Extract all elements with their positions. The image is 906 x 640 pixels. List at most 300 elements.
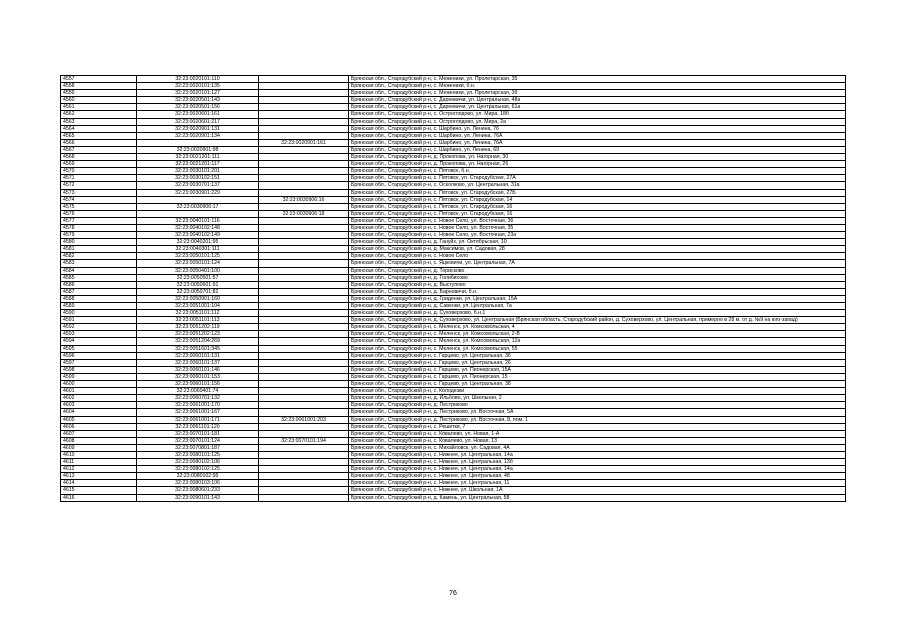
address-cell: Брянская обл., Стародубский р-н, д. Прокопова, ул. Нагорная, 30	[349, 154, 846, 161]
table-row	[61, 437, 846, 444]
table-row	[61, 381, 846, 388]
previous-cadastral-number-cell	[259, 161, 349, 168]
row-number-cell: 4611	[61, 459, 137, 466]
cadastral-number-cell: 32:23:0060101:146	[137, 366, 259, 373]
row-number-cell: 4587	[61, 288, 137, 295]
row-number-cell: 4578	[61, 224, 137, 231]
previous-cadastral-number-cell	[259, 274, 349, 281]
table-row	[61, 182, 846, 189]
table-row	[61, 154, 846, 161]
address-cell: Брянская обл., Стародубский р-н, с. Гарцево, ул. Центральная, 36	[349, 352, 846, 359]
row-number-cell: 4603	[61, 402, 137, 409]
row-number-cell: 4590	[61, 310, 137, 317]
previous-cadastral-number-cell	[259, 310, 349, 317]
row-number-cell: 4561	[61, 104, 137, 111]
previous-cadastral-number-cell	[259, 217, 349, 224]
previous-cadastral-number-cell	[259, 111, 349, 118]
address-cell: Брянская обл., Стародубский р-н, д. Ильбово, ул. Школьная, 2	[349, 395, 846, 402]
row-number-cell: 4570	[61, 168, 137, 175]
cadastral-number-cell: 32:23:0051001:104	[137, 303, 259, 310]
table-row	[61, 444, 846, 451]
previous-cadastral-number-cell	[259, 451, 349, 458]
table-row	[61, 239, 846, 246]
previous-cadastral-number-cell	[259, 324, 349, 331]
row-number-cell: 4566	[61, 139, 137, 146]
row-number-cell: 4568	[61, 154, 137, 161]
cadastral-number-cell: 32:23:0070801:187	[137, 444, 259, 451]
previous-cadastral-number-cell: 32:23:0061001:203	[259, 416, 349, 423]
previous-cadastral-number-cell	[259, 146, 349, 153]
previous-cadastral-number-cell	[259, 359, 349, 366]
row-number-cell: 4580	[61, 239, 137, 246]
address-cell: Брянская обл., Стародубский р-н, с. Пятовск, ул. Стародубская, 14	[349, 196, 846, 203]
row-number-cell: 4557	[61, 76, 137, 83]
previous-cadastral-number-cell	[259, 253, 349, 260]
cadastral-number-cell: 32:23:0020901:134	[137, 132, 259, 139]
row-number-cell: 4589	[61, 303, 137, 310]
address-cell: Брянская обл., Стародубский р-н, д. Савенки, ул. Центральная, 7а	[349, 303, 846, 310]
cadastral-number-cell: 32:23:0050401:100	[137, 267, 259, 274]
cadastral-number-cell: 32:23:0070101:181	[137, 430, 259, 437]
previous-cadastral-number-cell: 32:23:0030906:18	[259, 210, 349, 217]
table-row	[61, 373, 846, 380]
address-cell: Брянская обл., Стародубский р-н, с. Остроглядово, ул. Мира, 2а	[349, 118, 846, 125]
address-cell: Брянская обл., Стародубский р-н, д. Выступово	[349, 281, 846, 288]
row-number-cell: 4569	[61, 161, 137, 168]
previous-cadastral-number-cell	[259, 154, 349, 161]
cadastral-number-cell: 32:23:0060101:131	[137, 352, 259, 359]
table-row	[61, 352, 846, 359]
table-row	[61, 416, 846, 423]
previous-cadastral-number-cell	[259, 459, 349, 466]
cadastral-number-cell: 32:23:0021201:111	[137, 154, 259, 161]
address-cell: Брянская обл., Стародубский р-н, с. Михайловск, ул. Садовая, 4А	[349, 444, 846, 451]
table-row	[61, 104, 846, 111]
row-number-cell: 4571	[61, 175, 137, 182]
row-number-cell: 4607	[61, 430, 137, 437]
cadastral-number-cell: 32:23:0030901:229	[137, 189, 259, 196]
cadastral-number-cell: 32:23:0051101:112	[137, 310, 259, 317]
row-number-cell: 4604	[61, 409, 137, 416]
previous-cadastral-number-cell	[259, 288, 349, 295]
table-row	[61, 487, 846, 494]
table-row	[61, 402, 846, 409]
previous-cadastral-number-cell	[259, 487, 349, 494]
row-number-cell: 4565	[61, 132, 137, 139]
row-number-cell: 4585	[61, 274, 137, 281]
address-cell: Брянская обл., Стародубский р-н, с. Шарбино, ул. Ленина, 76А	[349, 132, 846, 139]
previous-cadastral-number-cell	[259, 246, 349, 253]
address-cell: Брянская обл., Стародубский р-н, с. Нижнее, ул. Школьная, 1А	[349, 487, 846, 494]
address-cell: Брянская обл., Стародубский р-н, с. Шарбино, ул. Ленина, 76А	[349, 139, 846, 146]
previous-cadastral-number-cell	[259, 494, 349, 501]
row-number-cell: 4600	[61, 381, 137, 388]
row-number-cell: 4567	[61, 146, 137, 153]
previous-cadastral-number-cell	[259, 189, 349, 196]
previous-cadastral-number-cell	[259, 402, 349, 409]
address-cell: Брянская обл., Стародубский р-н, с. Новое Село, ул. Восточная, 36	[349, 217, 846, 224]
address-cell: Брянская обл., Стародубский р-н, д. Суховерхово, ул. Центральная (Брянская область, Стародубский район, д. Суховерхово, ул. Центральная, примерно в 28 м. от д. №9 на юго-запад)	[349, 317, 846, 324]
previous-cadastral-number-cell	[259, 90, 349, 97]
cadastral-number-cell: 32:23:0050101:124	[137, 260, 259, 267]
previous-cadastral-number-cell	[259, 295, 349, 302]
previous-cadastral-number-cell	[259, 232, 349, 239]
cadastral-number-cell: 32:23:0080103:106	[137, 480, 259, 487]
previous-cadastral-number-cell	[259, 260, 349, 267]
cadastral-number-cell: 32:23:0030101:201	[137, 168, 259, 175]
previous-cadastral-number-cell	[259, 132, 349, 139]
cadastral-number-cell: 32:23:0040201:95	[137, 239, 259, 246]
address-cell: Брянская обл., Стародубский р-н, с. Новое Село	[349, 253, 846, 260]
previous-cadastral-number-cell	[259, 175, 349, 182]
cadastral-number-cell: 32:23:0030102:151	[137, 175, 259, 182]
table-row	[61, 168, 846, 175]
table-row	[61, 331, 846, 338]
cadastral-number-cell: 32:23:0020101:110	[137, 76, 259, 83]
previous-cadastral-number-cell	[259, 104, 349, 111]
previous-cadastral-number-cell	[259, 473, 349, 480]
row-number-cell: 4591	[61, 317, 137, 324]
previous-cadastral-number-cell: 32:23:0020901:161	[259, 139, 349, 146]
previous-cadastral-number-cell	[259, 76, 349, 83]
address-cell: Брянская обл., Стародубский р-н, с. Дареевичи, ул. Центральная, 61а	[349, 104, 846, 111]
table-row	[61, 345, 846, 352]
address-cell: Брянская обл., Стародубский р-н, с. Пятовск, б.н.	[349, 168, 846, 175]
row-number-cell: 4612	[61, 466, 137, 473]
table-row	[61, 260, 846, 267]
cadastral-number-cell: 32:23:0080102:106	[137, 459, 259, 466]
table-row	[61, 132, 846, 139]
cadastral-number-cell: 32:23:0030906:17	[137, 203, 259, 210]
address-cell: Брянская обл., Стародубский р-н, д. Пестриково, ул. Восточная, 8, пом. 1	[349, 416, 846, 423]
table-row	[61, 295, 846, 302]
address-cell: Брянская обл., Стародубский р-н, с. Меленск, ул. Комсомольская, 2-В	[349, 331, 846, 338]
table-row	[61, 430, 846, 437]
cadastral-number-cell: 32:23:0060101:137	[137, 359, 259, 366]
cadastral-number-cell: 32:23:0020901:98	[137, 146, 259, 153]
cadastral-number-cell: 32:23:0051101:113	[137, 317, 259, 324]
row-number-cell: 4608	[61, 437, 137, 444]
table-row	[61, 111, 846, 118]
cadastral-number-cell: 32:23:0070101:124	[137, 437, 259, 444]
table-row	[61, 480, 846, 487]
table-row	[61, 217, 846, 224]
cadastral-number-cell: 32:23:0040102:148	[137, 224, 259, 231]
table-row	[61, 97, 846, 104]
row-number-cell: 4594	[61, 338, 137, 345]
previous-cadastral-number-cell	[259, 480, 349, 487]
row-number-cell: 4563	[61, 118, 137, 125]
cadastral-number-cell: 32:23:0060401:74	[137, 388, 259, 395]
cadastral-number-cell: 32:23:0030701:137	[137, 182, 259, 189]
cadastral-number-cell: 32:23:0060101:153	[137, 373, 259, 380]
table-row	[61, 366, 846, 373]
cadastral-number-cell: 32:23:0061101:120	[137, 423, 259, 430]
table-row	[61, 338, 846, 345]
row-number-cell: 4605	[61, 416, 137, 423]
address-cell: Брянская обл., Стародубский р-н, с. Пятовск, ул. Стародубская, 27Б	[349, 189, 846, 196]
row-number-cell: 4575	[61, 203, 137, 210]
cadastral-number-cell: 32:23:0061001:171	[137, 416, 259, 423]
table-row	[61, 388, 846, 395]
address-cell: Брянская обл., Стародубский р-н, с. Меженики, ул. Пролетарская, 35	[349, 76, 846, 83]
address-cell: Брянская обл., Стародубский р-н, д. Максимов, ул. Садовая, 28	[349, 246, 846, 253]
address-cell: Брянская обл., Стародубский р-н, с. Остроглядово, ул. Мира, 18б	[349, 111, 846, 118]
table-row	[61, 423, 846, 430]
address-cell: Брянская обл., Стародубский р-н, с. Новое Село, ул. Восточная, 35	[349, 224, 846, 231]
row-number-cell: 4579	[61, 232, 137, 239]
address-cell: Брянская обл., Стародубский р-н, с. Нижнее, ул. Центральная, 48	[349, 473, 846, 480]
table-row	[61, 451, 846, 458]
table-row	[61, 83, 846, 90]
address-cell: Брянская обл., Стародубский р-н, с. Колодезки	[349, 388, 846, 395]
table-row	[61, 267, 846, 274]
address-cell: Брянская обл., Стародубский р-н, с. Осколково, ул. Центральная, 31а	[349, 182, 846, 189]
table-row	[61, 459, 846, 466]
table-row	[61, 395, 846, 402]
previous-cadastral-number-cell	[259, 239, 349, 246]
table-row	[61, 253, 846, 260]
table-row	[61, 409, 846, 416]
row-number-cell: 4584	[61, 267, 137, 274]
page-number: 76	[449, 590, 457, 597]
address-cell: Брянская обл., Стародубский р-н, с. Меленск, ул. Комсомольская, 55	[349, 345, 846, 352]
address-cell: Брянская обл., Стародубский р-н, с. Меленск, ул. Комсомольская, 12а	[349, 338, 846, 345]
address-cell: Брянская обл., Стародубский р-н, д. Голибисово	[349, 274, 846, 281]
address-cell: Брянская обл., Стародубский р-н, с. Гарцево, ул. Пионерская, 15	[349, 373, 846, 380]
previous-cadastral-number-cell	[259, 381, 349, 388]
cadastral-number-cell: 32:23:0040101:116	[137, 217, 259, 224]
cadastral-number-cell: 32:23:0060701:132	[137, 395, 259, 402]
cadastral-number-cell: 32:23:0080101:125	[137, 451, 259, 458]
row-number-cell: 4613	[61, 473, 137, 480]
row-number-cell: 4560	[61, 97, 137, 104]
previous-cadastral-number-cell	[259, 338, 349, 345]
cadastral-number-cell	[137, 196, 259, 203]
address-cell: Брянская обл., Стародубский р-н, д. Прокопова, ул. Нагорная, 26	[349, 161, 846, 168]
row-number-cell: 4581	[61, 246, 137, 253]
row-number-cell: 4614	[61, 480, 137, 487]
table-row	[61, 196, 846, 203]
row-number-cell: 4564	[61, 125, 137, 132]
table-row	[61, 161, 846, 168]
previous-cadastral-number-cell	[259, 83, 349, 90]
cadastral-number-cell: 32:23:0020901:131	[137, 125, 259, 132]
table-row	[61, 189, 846, 196]
row-number-cell: 4576	[61, 210, 137, 217]
cadastral-number-cell: 32:23:0020601:217	[137, 118, 259, 125]
previous-cadastral-number-cell	[259, 345, 349, 352]
previous-cadastral-number-cell	[259, 303, 349, 310]
cadastral-number-cell	[137, 210, 259, 217]
address-cell: Брянская обл., Стародубский р-н, д. Пестриково, ул. Восточная, 5А	[349, 409, 846, 416]
previous-cadastral-number-cell	[259, 168, 349, 175]
previous-cadastral-number-cell	[259, 395, 349, 402]
previous-cadastral-number-cell: 32:23:0070101:194	[259, 437, 349, 444]
row-number-cell: 4574	[61, 196, 137, 203]
cadastral-number-cell: 32:23:0020101:127	[137, 90, 259, 97]
address-cell: Брянская обл., Стародубский р-н, с. Гарцево, ул. Центральная, 38	[349, 381, 846, 388]
previous-cadastral-number-cell: 32:23:0030906:16	[259, 196, 349, 203]
previous-cadastral-number-cell	[259, 373, 349, 380]
previous-cadastral-number-cell	[259, 430, 349, 437]
table-row	[61, 139, 846, 146]
row-number-cell: 4606	[61, 423, 137, 430]
cadastral-number-cell: 32:23:0020501:143	[137, 97, 259, 104]
table-row	[61, 232, 846, 239]
cadastral-number-cell: 32:23:0050901:160	[137, 295, 259, 302]
cadastral-number-cell: 32:23:0040102:149	[137, 232, 259, 239]
previous-cadastral-number-cell	[259, 317, 349, 324]
cadastral-number-cell: 32:23:0061001:170	[137, 402, 259, 409]
table-row	[61, 246, 846, 253]
table-row	[61, 146, 846, 153]
address-cell: Брянская обл., Стародубский р-н, с. Новое Село, ул. Восточная, 23а	[349, 232, 846, 239]
row-number-cell: 4573	[61, 189, 137, 196]
previous-cadastral-number-cell	[259, 97, 349, 104]
table-row	[61, 494, 846, 501]
previous-cadastral-number-cell	[259, 352, 349, 359]
row-number-cell: 4583	[61, 260, 137, 267]
row-number-cell: 4577	[61, 217, 137, 224]
previous-cadastral-number-cell	[259, 125, 349, 132]
cadastral-number-cell: 32:23:0051202:119	[137, 324, 259, 331]
table-row	[61, 118, 846, 125]
previous-cadastral-number-cell	[259, 423, 349, 430]
table-row	[61, 90, 846, 97]
cadastral-number-cell: 32:23:0061001:167	[137, 409, 259, 416]
row-number-cell: 4562	[61, 111, 137, 118]
table-row	[61, 466, 846, 473]
table-row	[61, 76, 846, 83]
table-row	[61, 324, 846, 331]
row-number-cell: 4558	[61, 83, 137, 90]
address-cell: Брянская обл., Стародубский р-н, с. Нижнее, ул. Центральная, 14а	[349, 466, 846, 473]
address-cell: Брянская обл., Стародубский р-н, д. Торисково	[349, 267, 846, 274]
table-row	[61, 281, 846, 288]
previous-cadastral-number-cell	[259, 366, 349, 373]
address-cell: Брянская обл., Стародубский р-н, с. Пятовск, ул. Стародубская, 27А	[349, 175, 846, 182]
previous-cadastral-number-cell	[259, 203, 349, 210]
row-number-cell: 4602	[61, 395, 137, 402]
address-cell: Брянская обл., Стародубский р-н, с. Пятовск, ул. Стародубская, 16	[349, 210, 846, 217]
cadastral-number-cell: 32:23:0021201:117	[137, 161, 259, 168]
row-number-cell: 4597	[61, 359, 137, 366]
cadastral-number-cell: 32:23:0020501:156	[137, 104, 259, 111]
address-cell: Брянская обл., Стародубский р-н, с. Пятовск, ул. Стародубская, 16	[349, 203, 846, 210]
cadastral-number-cell	[137, 139, 259, 146]
previous-cadastral-number-cell	[259, 182, 349, 189]
register-table	[60, 75, 846, 502]
address-cell: Брянская обл., Стародубский р-н, с. Гарцево, ул. Пионерская, 15А	[349, 366, 846, 373]
row-number-cell: 4572	[61, 182, 137, 189]
row-number-cell: 4609	[61, 444, 137, 451]
table-row	[61, 175, 846, 182]
cadastral-number-cell: 32:23:0051601:345	[137, 345, 259, 352]
address-cell: Брянская обл., Стародубский р-н, с. Меженики, б.н.	[349, 83, 846, 90]
address-cell: Брянская обл., Стародубский р-н, с. Дареевичи, ул. Центральная, 48а	[349, 97, 846, 104]
address-cell: Брянская обл., Стародубский р-н, с. Меженики, ул. Пролетарская, 3б	[349, 90, 846, 97]
address-cell: Брянская обл., Стародубский р-н, д. Гриденки, ул. Центральная, 15А	[349, 295, 846, 302]
register-table-body	[61, 76, 846, 502]
cadastral-number-cell: 32:23:0020601:161	[137, 111, 259, 118]
address-cell: Брянская обл., Стародубский р-н, с. Ковалево, ул. Новая, 1-А	[349, 430, 846, 437]
cadastral-number-cell: 32:23:0050501:57	[137, 274, 259, 281]
address-cell: Брянская обл., Стародубский р-н, с. Шарбино, ул. Ленина, 76	[349, 125, 846, 132]
table-row	[61, 359, 846, 366]
row-number-cell: 4610	[61, 451, 137, 458]
cadastral-number-cell: 32:23:0080102:125	[137, 466, 259, 473]
cadastral-number-cell: 32:23:0051204:269	[137, 338, 259, 345]
previous-cadastral-number-cell	[259, 466, 349, 473]
previous-cadastral-number-cell	[259, 409, 349, 416]
previous-cadastral-number-cell	[259, 281, 349, 288]
table-row	[61, 224, 846, 231]
address-cell: Брянская обл., Стародубский р-н, с. Нижнее, ул. Центральная, 14а	[349, 451, 846, 458]
cadastral-number-cell: 32:23:0051202:123	[137, 331, 259, 338]
cadastral-number-cell: 32:23:0020101:135	[137, 83, 259, 90]
previous-cadastral-number-cell	[259, 224, 349, 231]
row-number-cell: 4586	[61, 281, 137, 288]
previous-cadastral-number-cell	[259, 388, 349, 395]
table-row	[61, 317, 846, 324]
table-row	[61, 303, 846, 310]
table-row	[61, 310, 846, 317]
address-cell: Брянская обл., Стародубский р-н, с. Решетки, 7	[349, 423, 846, 430]
table-row	[61, 288, 846, 295]
previous-cadastral-number-cell	[259, 331, 349, 338]
address-cell: Брянская обл., Стародубский р-н, д. Барновичи, б.н.	[349, 288, 846, 295]
address-cell: Брянская обл., Стародубский р-н, с. Гарцево, ул. Центральная, 26	[349, 359, 846, 366]
cadastral-number-cell: 32:23:0050601:91	[137, 281, 259, 288]
register-table-container	[60, 75, 845, 502]
address-cell: Брянская обл., Стародубский р-н, д. Суховерхово, б.н.1	[349, 310, 846, 317]
previous-cadastral-number-cell	[259, 444, 349, 451]
table-row	[61, 210, 846, 217]
cadastral-number-cell: 32:23:0050701:82	[137, 288, 259, 295]
table-row	[61, 203, 846, 210]
cadastral-number-cell: 32:23:0060101:156	[137, 381, 259, 388]
cadastral-number-cell: 32:23:0080102:95	[137, 473, 259, 480]
row-number-cell: 4582	[61, 253, 137, 260]
row-number-cell: 4588	[61, 295, 137, 302]
table-row	[61, 274, 846, 281]
row-number-cell: 4559	[61, 90, 137, 97]
address-cell: Брянская обл., Стародубский р-н, д. Пестриково	[349, 402, 846, 409]
cadastral-number-cell: 32:23:0090101:143	[137, 494, 259, 501]
address-cell: Брянская обл., Стародубский р-н, с. Шарбино, ул. Ленина, 69	[349, 146, 846, 153]
cadastral-number-cell: 32:23:0080601:233	[137, 487, 259, 494]
previous-cadastral-number-cell	[259, 267, 349, 274]
row-number-cell: 4595	[61, 345, 137, 352]
row-number-cell: 4615	[61, 487, 137, 494]
row-number-cell: 4599	[61, 373, 137, 380]
row-number-cell: 4593	[61, 331, 137, 338]
row-number-cell: 4598	[61, 366, 137, 373]
address-cell: Брянская обл., Стародубский р-н, с. Ковалево, ул. Новая, 13	[349, 437, 846, 444]
cadastral-number-cell: 32:23:0050101:125	[137, 253, 259, 260]
address-cell: Брянская обл., Стародубский р-н, д. Камень, ул. Центральная, 58	[349, 494, 846, 501]
row-number-cell: 4616	[61, 494, 137, 501]
address-cell: Брянская обл., Стародубский р-н, с. Нижнее, ул. Центральная, 13б	[349, 459, 846, 466]
table-row	[61, 125, 846, 132]
table-row	[61, 473, 846, 480]
row-number-cell: 4596	[61, 352, 137, 359]
cadastral-number-cell: 32:23:0040301:111	[137, 246, 259, 253]
address-cell: Брянская обл., Стародубский р-н, с. Яцковичи, ул. Центральная, 7А	[349, 260, 846, 267]
address-cell: Брянская обл., Стародубский р-н, д. Гануйх, ул. Октябрьская, 10	[349, 239, 846, 246]
address-cell: Брянская обл., Стародубский р-н, с. Меленск, ул. Комсомольская, 4	[349, 324, 846, 331]
